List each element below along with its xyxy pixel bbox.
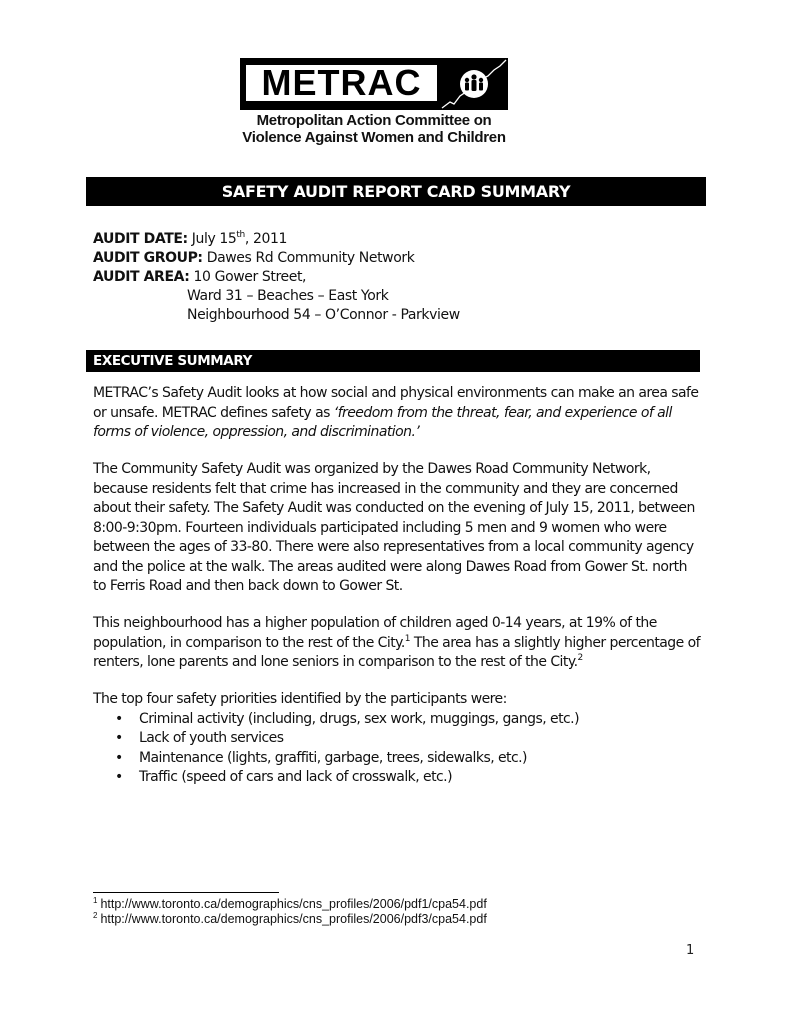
audit-date-suffix: th xyxy=(236,230,245,240)
logo-wordmark: METRAC xyxy=(244,63,439,103)
report-title: SAFETY AUDIT REPORT CARD SUMMARY xyxy=(86,177,706,206)
audit-date-year: , 2011 xyxy=(244,231,287,247)
summary-paragraph-demographics xyxy=(93,614,703,673)
priority-text: Lack of youth services xyxy=(139,730,284,746)
footnote-link[interactable]: http://www.toronto.ca/demographics/cns_profiles/2006/pdf3/cpa54.pdf xyxy=(100,912,487,926)
demographics-text-1: This neighbourhood has a higher population of children aged 0-14 years, at 19% of the population, in comparison to the rest of the City. xyxy=(93,615,657,651)
footnote-ref-1: 1 xyxy=(404,633,410,644)
priorities-intro: The top four safety priorities identified by the participants were: xyxy=(93,691,507,707)
bullet-icon: • xyxy=(115,710,123,727)
audit-area-label: AUDIT AREA: xyxy=(93,269,190,285)
logo-subtitle xyxy=(232,112,516,146)
audit-area-line: 10 Gower Street, xyxy=(189,269,307,285)
priority-text: Criminal activity (including, drugs, sex work, muggings, gangs, etc.) xyxy=(139,710,579,727)
footnote-2 xyxy=(93,912,487,927)
footnotes xyxy=(93,897,487,927)
audit-date-label: AUDIT DATE: xyxy=(93,231,188,247)
executive-summary-heading: EXECUTIVE SUMMARY xyxy=(86,350,700,372)
page-number: 1 xyxy=(686,943,695,958)
summary-paragraph-organization: The Community Safety Audit was organized by the Dawes Road Community Network, because residents felt that crime has increased in the community and they are concerned about their safety. The Safety Audit was conducted on the evening of July 15, 2011, between 8:00-9:30pm. Fourteen individuals participated including 5 men and 9 women who were between the ages of 33-80. There were also representatives from a local community agency and the police at the walk. The areas audited were along Dawes Road from Gower St. north to Ferris Road and then back down to Gower St. xyxy=(93,461,695,594)
footnote-1 xyxy=(93,897,487,912)
bullet-icon: • xyxy=(115,730,123,746)
audit-group-label: AUDIT GROUP: xyxy=(93,250,203,266)
audit-details xyxy=(93,230,460,325)
footnote-link[interactable]: http://www.toronto.ca/demographics/cns_profiles/2006/pdf1/cpa54.pdf xyxy=(100,897,487,911)
footnote-ref-2: 2 xyxy=(577,653,583,663)
bullet-icon: • xyxy=(115,769,123,785)
audit-group-value: Dawes Rd Community Network xyxy=(202,250,415,266)
priorities-block xyxy=(93,690,703,788)
audit-date-row xyxy=(93,230,460,249)
audit-area-line: Neighbourhood 54 – O’Connor - Parkview xyxy=(187,307,460,323)
bullet-icon: • xyxy=(115,749,123,766)
list-item xyxy=(93,710,703,730)
footnote-number: 2 xyxy=(93,911,98,920)
logo-subtitle-line2: Violence Against Women and Children xyxy=(242,129,506,146)
list-item xyxy=(93,768,703,788)
footnote-number: 1 xyxy=(93,896,98,905)
family-circle-icon xyxy=(440,58,508,110)
metrac-logo xyxy=(240,58,508,110)
demographics-text-2: The area has a slightly higher percentage of renters, lone parents and lone seniors in comparison to the rest of the City. xyxy=(93,634,701,670)
audit-date-value: July 15 xyxy=(187,231,237,247)
audit-group-row xyxy=(93,249,460,268)
logo-subtitle-line1: Metropolitan Action Committee on xyxy=(256,112,492,129)
definition-quote: ‘freedom from the threat, fear, and experience of all forms of violence, oppression, and discrimination.’ xyxy=(93,404,672,440)
priority-text: Traffic (speed of cars and lack of crosswalk, etc.) xyxy=(139,769,452,785)
priorities-list xyxy=(93,710,703,788)
list-item xyxy=(93,749,703,769)
summary-paragraph-definition xyxy=(93,384,703,443)
list-item xyxy=(93,729,703,749)
priority-text: Maintenance (lights, graffiti, garbage, trees, sidewalks, etc.) xyxy=(139,749,527,766)
audit-area-row xyxy=(93,268,460,287)
audit-area-line: Ward 31 – Beaches – East York xyxy=(187,288,389,304)
definition-text: METRAC’s Safety Audit looks at how social and physical environments can make an area safe or unsafe. METRAC defines safety as xyxy=(93,385,699,421)
footnote-separator xyxy=(93,892,279,893)
